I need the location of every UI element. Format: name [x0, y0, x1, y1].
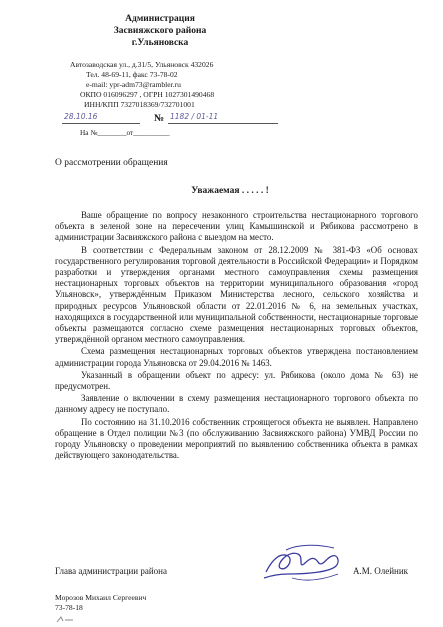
signatory-position: Глава администрации района — [55, 566, 167, 576]
handwritten-date: 28.10.16 — [64, 112, 98, 121]
handwritten-number: 1182 / 01-11 — [170, 112, 219, 121]
handwritten-signature-icon — [258, 538, 348, 586]
number-underline — [168, 123, 278, 124]
handwritten-mark-icon — [55, 614, 77, 624]
email-line: e-mail: ypr-adm73@rambler.ru — [86, 80, 181, 89]
executor-name: Морозов Михаил Сергеевич — [55, 593, 147, 602]
executor-block — [55, 593, 146, 612]
phone-line: Тел. 48-69-11, факс 73-78-02 — [86, 70, 178, 79]
org-line: Администрация — [125, 14, 195, 24]
paragraph: Ваше обращение по вопросу незаконного строительства нестационарного торгового объекта в зеленой зоне на пересечении улиц Камышинской и Рябикова рассмотрено в администрации Засвияжского района с выездом на место. — [55, 210, 418, 243]
letter-subject: О рассмотрении обращения — [55, 158, 168, 168]
letter-body — [55, 210, 418, 462]
org-line: г.Ульяновска — [131, 38, 189, 48]
paragraph: По состоянию на 31.10.2016 собственник строящегося объекта не выявлен. Направлено обращение в Отдел полиции №3 (по обслуживанию Засвияжского района) УМВД России по городу Ульяновску о проведении мероприятий по выявлению собственника объекта в рамках действующего законодательства. — [55, 416, 418, 461]
date-underline — [62, 123, 140, 124]
greeting: Уважаемая . . . . . ! — [191, 186, 269, 196]
paragraph: Заявление о включении в схему размещения нестационарного торгового объекта по данному адресу не поступало. — [55, 393, 418, 415]
okpo-line: ОКПО 016096297 , ОГРН 1027301490468 — [80, 90, 215, 99]
organization-name — [60, 13, 260, 49]
signatory-name: А.М. Олейник — [353, 566, 409, 576]
outgoing-reference — [62, 112, 287, 126]
org-line: Засвияжского района — [113, 26, 207, 36]
executor-phone: 73-78-18 — [55, 602, 83, 612]
paragraph: Схема размещения нестационарных торговых объектов утверждена постановлением администрации города Ульяновска от 29.04.2016 № 1463. — [55, 346, 418, 368]
incoming-reference: На №________от__________ — [80, 128, 170, 137]
paragraph: В соответствии с Федеральным законом от 28.12.2009 № 381-ФЗ «Об основах государственного регулирования торговой деятельности в Российской Федерации» и Порядком разработки и утверждения органами местного самоуправления схемы размещения нестационарных торговых объектов на территории муниципального образования «город Ульяновск», утверждённым Приказом Министерства лесного, сельского хозяйства и природных ресурсов Ульяновской области от 22.01.2016 № 6, на земельных участках, находящихся в государственной или муниципальной собственности, нестационарные торговые объекты размещаются согласно схеме размещения нестационарных торговых объектов, утверждённой органом местного самоуправления. — [55, 244, 418, 345]
paragraph: Указанный в обращении объект по адресу: ул. Рябикова (около дома № 63) не предусмотрен. — [55, 369, 418, 392]
inn-line: ИНН/КПП 7327018369/732701001 — [84, 100, 195, 109]
address-line: Автозаводская ул., д.31/5, Ульяновск 432026 — [70, 60, 214, 69]
number-symbol: № — [154, 113, 165, 124]
